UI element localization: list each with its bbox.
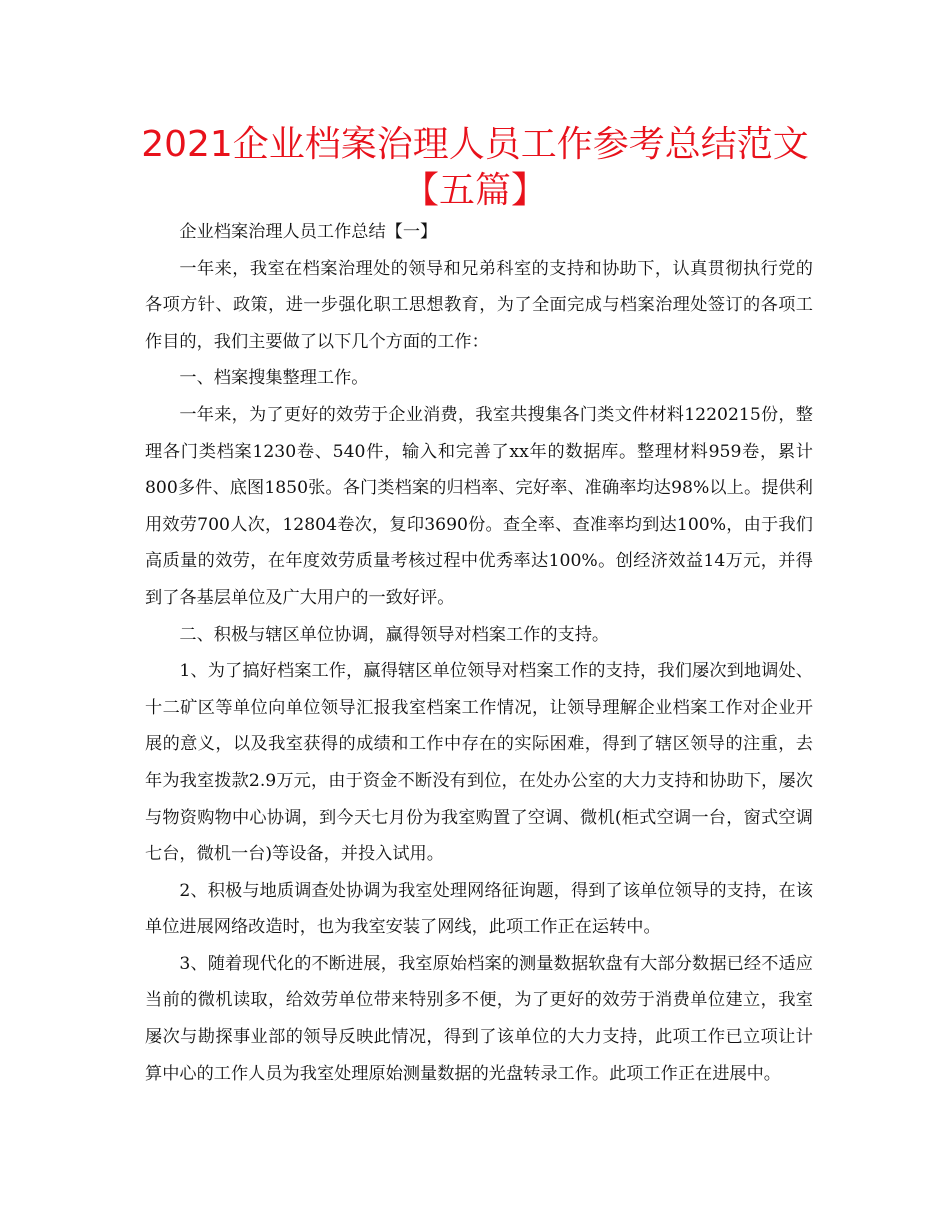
paragraph: 一年来，我室在档案治理处的领导和兄弟科室的支持和协助下，认真贯彻执行党的各项方针、政策，进一步强化职工思想教育，为了全面完成与档案治理处签订的各项工作目的，我们主要做了以下几个方面的工作： bbox=[145, 258, 813, 352]
document-body bbox=[145, 214, 813, 1092]
paragraph: 3、随着现代化的不断进展，我室原始档案的测量数据软盘有大部分数据已经不适应当前的微机读取，给效劳单位带来特别多不便，为了更好的效劳于消费单位建立，我室屡次与勘探事业部的领导反映此情况，得到了该单位的大力支持，此项工作已立项让计算中心的工作人员为我室处理原始测量数据的光盘转录工作。此项工作正在进展中。 bbox=[145, 953, 813, 1084]
paragraph: 1、为了搞好档案工作，赢得辖区单位领导对档案工作的支持，我们屡次到地调处、十二矿区等单位向单位领导汇报我室档案工作情况，让领导理解企业档案工作对企业开展的意义，以及我室获得的成绩和工作中存在的实际困难，得到了辖区领导的注重，去年为我室拨款2.9万元，由于资金不断没有到位，在处办公室的大力支持和协助下，屡次与物资购物中心协调，到今天七月份为我室购置了空调、微机(柜式空调一台，窗式空调七台，微机一台)等设备，并投入试用。 bbox=[145, 661, 813, 865]
paragraph: 2、积极与地质调查处协调为我室处理网络征询题，得到了该单位领导的支持，在该单位进展网络改造时，也为我室安装了网线，此项工作正在运转中。 bbox=[145, 880, 813, 938]
section-heading: 二、积极与辖区单位协调，赢得领导对档案工作的支持。 bbox=[179, 624, 610, 645]
document-title: 2021企业档案治理人员工作参考总结范文【五篇】 bbox=[141, 124, 809, 211]
section-heading: 企业档案治理人员工作总结【一】 bbox=[179, 222, 438, 242]
paragraph: 一年来，为了更好的效劳于企业消费，我室共搜集各门类文件材料1220215份，整理各门类档案1230卷、540件，输入和完善了xx年的数据库。整理材料959卷，累计800多件、底图1850张。各门类档案的归档率、完好率、准确率均达98%以上。提供利用效劳700人次，12804卷次，复印3690份。查全率、查准率均到达100%，由于我们高质量的效劳，在年度效劳质量考核过程中优秀率达100%。创经济效益14万元，并得到了各基层单位及广大用户的一致好评。 bbox=[145, 404, 813, 608]
section-heading: 一、档案搜集整理工作。 bbox=[179, 368, 369, 389]
